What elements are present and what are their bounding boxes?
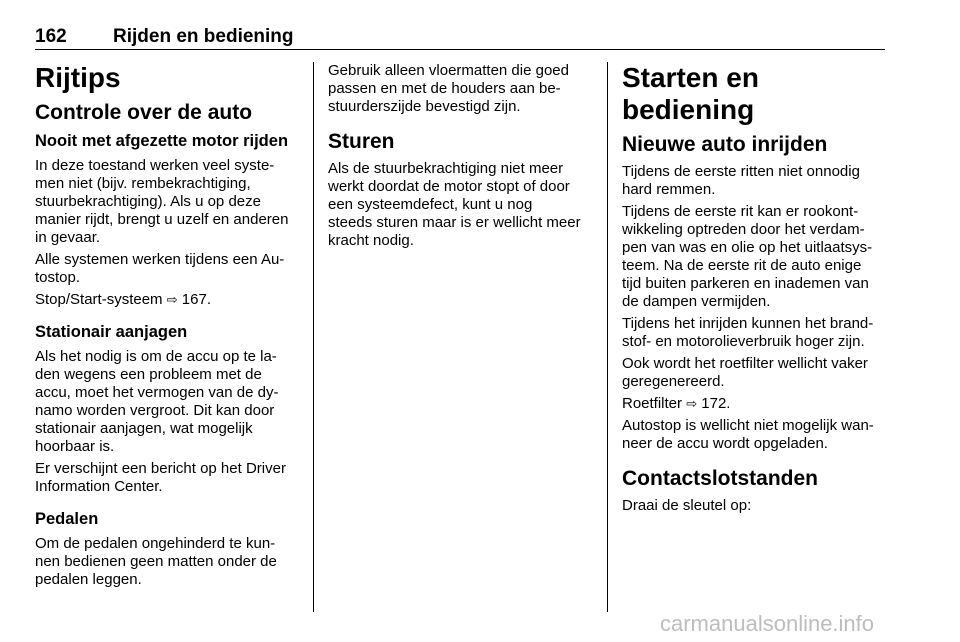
paragraph: Autostop is wellicht niet mogelijk wan- neer de accu wordt opgeladen. [622,417,874,452]
paragraph: Er verschijnt een bericht op het Driver Information Center. [35,460,286,495]
paragraph: Alle systemen werken tijdens een Au- tostop. [35,251,285,286]
cross-reference[interactable]: Roetfilter ⇨ 172. [622,395,731,412]
heading-pedalen: Pedalen [35,510,99,528]
heading-rijtips: Rijtips [35,62,121,93]
heading-starten: Starten en bediening [622,62,759,125]
paragraph: Tijdens het inrijden kunnen het brand- stof- en motorolieverbruik hoger zijn. [622,315,874,350]
column-divider-1 [313,62,314,612]
heading-inrijden: Nieuwe auto inrijden [622,133,828,156]
column-1 [35,62,300,593]
paragraph: Draai de sleutel op: [622,497,752,514]
paragraph: Om de pedalen ongehinderd te kun- nen bedienen geen matten onder de pedalen leggen. [35,535,277,588]
paragraph: Gebruik alleen vloermatten die goed passen en met de houders aan be- stuurderszijde bevestigd zijn. [328,62,569,115]
heading-stationair: Stationair aanjagen [35,323,188,341]
heading-contactslot: Contactslotstanden [622,467,819,490]
header-rule [35,49,885,50]
column-2 [328,62,590,254]
watermark: carmanualsonline.info [660,611,875,636]
paragraph: Als het nodig is om de accu op te la- den wegens een probleem met de accu, moet het vermogen van de dy- namo worden vergroot. Dit kan door stationair aanjagen, wat mogelijk hoorbaar is. [35,348,279,455]
page-ref-arrow-icon: ⇨ [166,292,178,307]
page-header [35,26,885,50]
page-number: 162 [35,26,67,47]
paragraph: In deze toestand werken veel syste- men niet (bijv. rembekrachtiging, stuurbekrachtiging). Als u op deze manier rijdt, brengt u uzelf en anderen in gevaar. [35,157,289,246]
paragraph: Tijdens de eerste ritten niet onnodig hard remmen. [622,163,860,198]
column-3 [622,62,887,519]
heading-sturen: Sturen [328,130,395,153]
column-divider-2 [607,62,608,612]
section-title: Rijden en bediening [113,26,294,47]
heading-motor-afgezet: Nooit met afgezette motor rijden [35,132,289,150]
paragraph: Tijdens de eerste rit kan er rookont- wikkeling optreden door het verdam- pen van was en olie op het uitlaatsys- teem. Na de eerste rit de auto enige tijd buiten parkeren en inademen van de dampen vermijden. [622,203,873,310]
heading-controle: Controle over de auto [35,101,253,124]
page-ref-arrow-icon: ⇨ [686,396,698,411]
cross-reference[interactable]: Stop/Start-systeem ⇨ 167. [35,291,211,308]
paragraph: Ook wordt het roetfilter wellicht vaker geregenereerd. [622,355,868,390]
paragraph: Als de stuurbekrachtiging niet meer werkt doordat de motor stopt of door een systeemdefect, kunt u nog steeds sturen maar is er wellicht meer kracht nodig. [328,160,581,249]
